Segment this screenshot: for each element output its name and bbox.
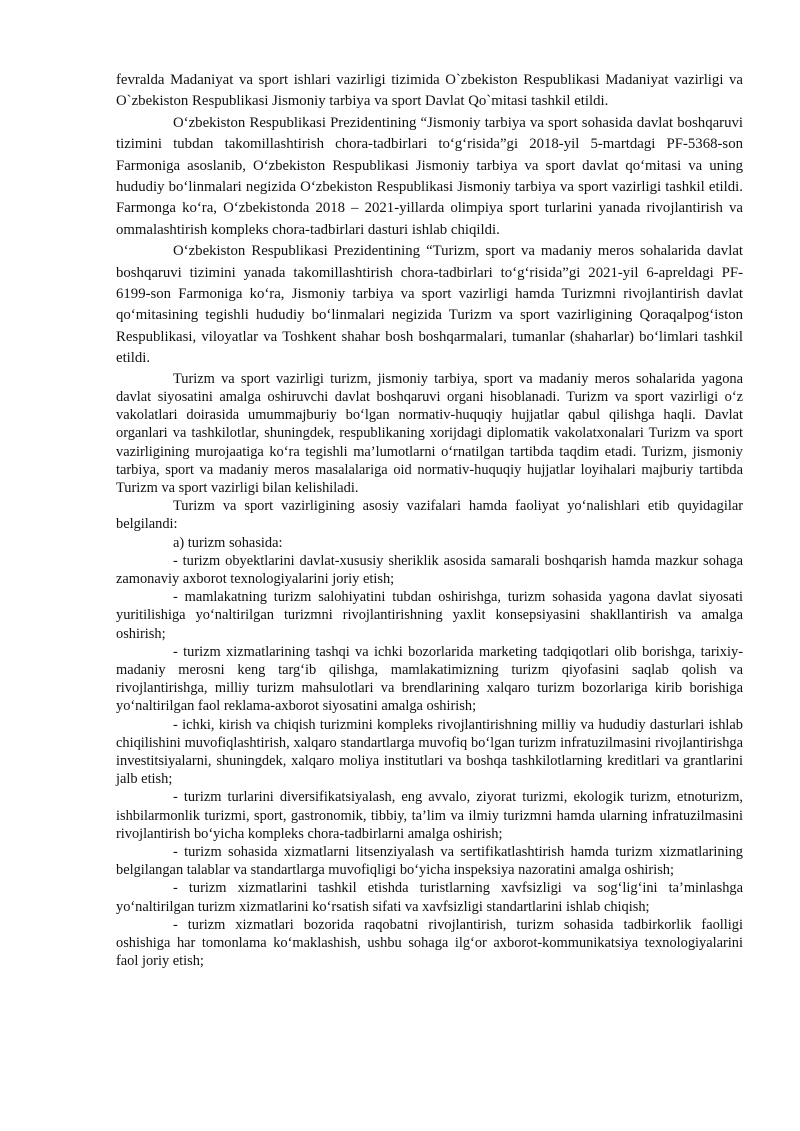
paragraph-3: O‘zbekiston Respublikasi Prezidentining “Turizm, sport va madaniy meros sohalarida davlat boshqaruvi tizimini yanada takomillashtirish chora-tadbirlari to‘g‘risida”gi 2021-yil 6-apreldagi PF-6199-son Farmoniga ko‘ra, Jismoniy tarbiya va sport vazirligi hamda Turizmni rivojlantirish davlat qo‘mitasining tegishli hududiy bo‘linmalari negizida Turizm va sport vazirligining Qoraqalpog‘iston Respublikasi, viloyatlar va Toshkent shahar bosh boshqarmalari, tumanlar (shaharlar) bo‘limlari tashkil etildi.: [116, 243, 743, 367]
list-label: a) turizm sohasida:: [173, 534, 283, 551]
list-item: - ichki, kirish va chiqish turizmini kompleks rivojlantirishning milliy va hududiy dasturlari ishlab chiqilishini muvofiqlashtirish, xalqaro standartlarga muvofiq bo‘lgan turizm infratuzilmasini rivojlantirishga investitsiyalarni, shuningdek, xalqaro moliya institutlari va boshqa tashkilotlarning kreditlari va grantlarini jalb etish;: [116, 716, 743, 788]
list-item: - mamlakatning turizm salohiyatini tubdan oshirishga, turizm sohasida yagona davlat siyosati yuritilishiga yo‘naltirilgan turizmni rivojlantirishning yaxlit konsepsiyasini shakllantirish va amalga oshirish;: [116, 589, 743, 642]
list-item: - turizm xizmatlarining tashqi va ichki bozorlarida marketing tadqiqotlari olib borishga, tarixiy-madaniy merosni keng targ‘ib qilishga, mamlakatimizning turizm qiyofasini saqlab qolish va rivojlantirishga, milliy turizm mahsulotlari va brendlarining xalqaro turizm bozorlariga kirib borishiga yo‘naltirilgan faol reklama-axborot siyosatini amalga oshirish;: [116, 643, 743, 715]
paragraph-1: fevralda Madaniyat va sport ishlari vazirligi tizimida O`zbekiston Respublikasi Madaniyat vazirligi va O`zbekiston Respublikasi Jismoniy tarbiya va sport Davlat Qo`mitasi tashkil etildi.: [116, 72, 743, 110]
paragraph-4: Turizm va sport vazirligi turizm, jismoniy tarbiya, sport va madaniy meros sohalarida yagona davlat siyosatini amalga oshiruvchi davlat boshqaruvi organi hisoblanadi. Turizm va sport vazirligi o‘z vakolatlari doirasida umummajburiy bo‘lgan normativ-huquqiy hujjatlar qabul qilishga haqli. Davlat organlari va tashkilotlar, shuningdek, respublikaning xorijdagi diplomatik vakolatxonalari Turizm va sport vazirligining murojaatiga ko‘ra tegishli ma’lumotlarni o‘rnatilgan tartibda taqdim etadi. Turizm, jismoniy tarbiya, sport va madaniy meros masalalariga oid normativ-huquqiy hujjatlar loyihalari majburiy tartibda Turizm va sport vazirligi bilan kelishiladi.: [116, 370, 743, 496]
paragraph-5: Turizm va sport vazirligining asosiy vazifalari hamda faoliyat yo‘nalishlari etib quyidagilar belgilandi:: [116, 498, 743, 533]
list-item: - turizm turlarini diversifikatsiyalash, eng avvalo, ziyorat turizmi, ekologik turizm, etnoturizm, ishbilarmonlik turizmi, sport, gastronomik, tibbiy, ta’lim va ilmiy turizmni hamda ularning infratuzilmasini rivojlantirish bo‘yicha kompleks chora-tadbirlarni amalga oshirish;: [116, 789, 743, 842]
list-item: - turizm xizmatlarini tashkil etishda turistlarning xavfsizligi va sog‘lig‘ini ta’minlashga yo‘naltirilgan turizm xizmatlarini ko‘rsatish sifati va xavfsizligi standartlarini ishlab chiqish;: [116, 880, 743, 915]
list-item: - turizm obyektlarini davlat-xususiy sheriklik asosida samarali boshqarish hamda mazkur sohaga zamonaviy axborot texnologiyalarini joriy etish;: [116, 552, 743, 587]
list-item: - turizm xizmatlari bozorida raqobatni rivojlantirish, turizm sohasida tadbirkorlik faolligi oshishiga har tomonlama ko‘maklashish, ushbu sohaga ilg‘or axborot-kommunikatsiya texnologiyalarini faol joriy etish;: [116, 916, 743, 970]
list-item: - turizm sohasida xizmatlarni litsenziyalash va sertifikatlashtirish hamda turizm xizmatlarining belgilangan talablar va standartlarga muvofiqligi bo‘yicha inspeksiya nazoratini amalga oshirish;: [116, 843, 743, 879]
paragraph-2: O‘zbekiston Respublikasi Prezidentining “Jismoniy tarbiya va sport sohasida davlat boshqaruvi tizimini tubdan takomillashtirish chora-tadbirlari to‘g‘risida”gi 2018-yil 5-martdagi PF-5368-son Farmoniga asoslanib, O‘zbekiston Respublikasi Jismoniy tarbiya va sport davlat qo‘mitasi va uning hududiy bo‘linmalari negizida O‘zbekiston Respublikasi Jismoniy tarbiya va sport vazirligi tashkil etildi. Farmonga ko‘ra, O‘zbekistonda 2018 – 2021-yillarda olimpiya sport turlarini yanada rivojlantirish va ommalashtirish kompleks chora-tadbirlari dasturi ishlab chiqildi.: [116, 114, 743, 238]
